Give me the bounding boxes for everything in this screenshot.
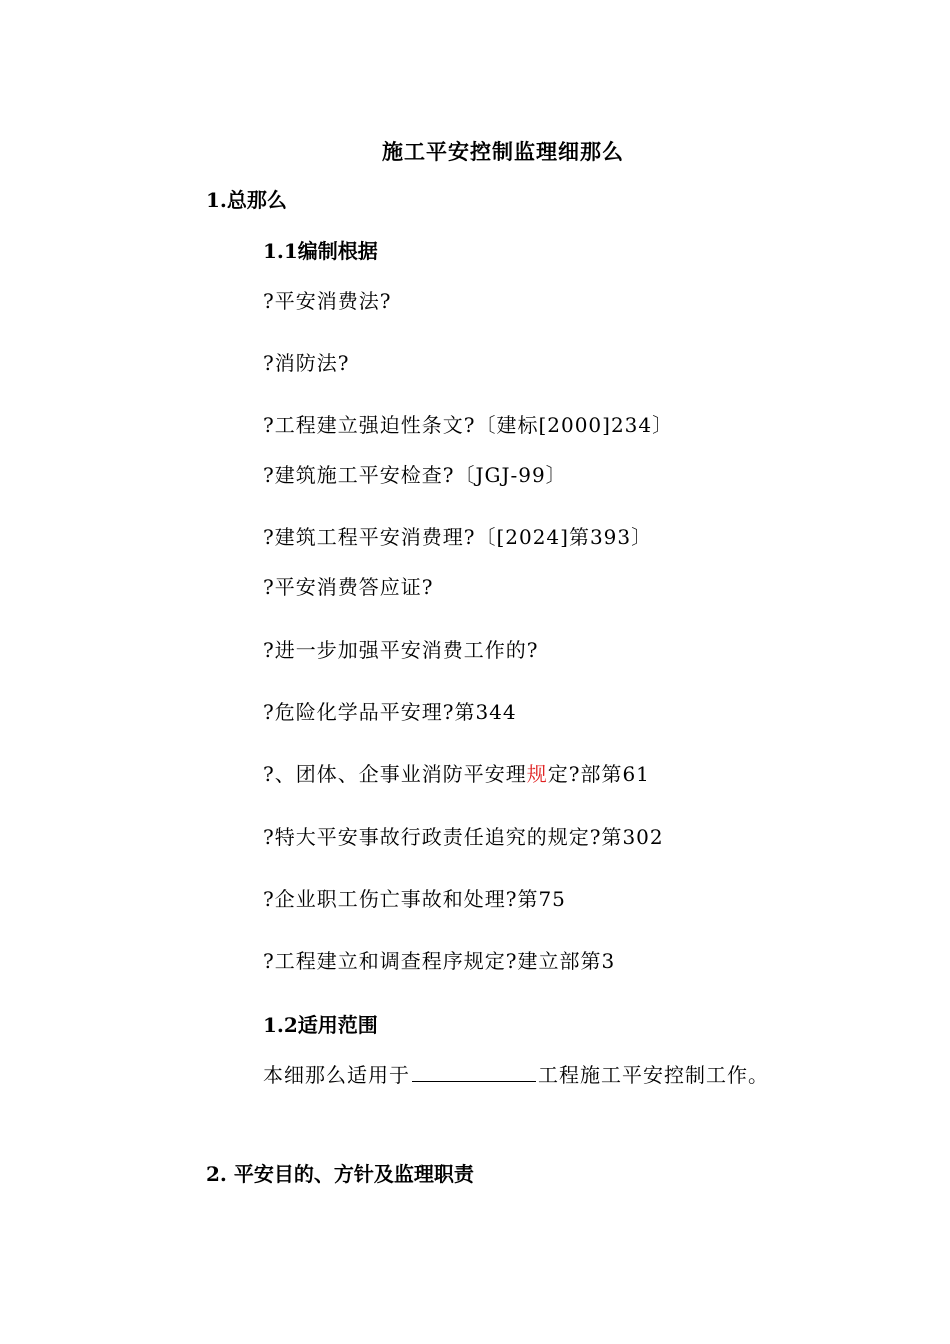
basis-item: ?工程建立强迫性条文?〔建标[2000]234〕 <box>263 413 674 437</box>
basis-item: ?平安消费法? <box>263 289 392 313</box>
basis-item: ?平安消费答应证? <box>263 575 434 599</box>
fill-in-blank <box>412 1061 536 1082</box>
section-1-2-heading: 1.2适用范围 <box>263 1013 378 1037</box>
basis-item: ?建筑工程平安消费理?〔[2024]第393〕 <box>263 525 653 549</box>
section-1-heading: 1.总那么 <box>206 188 287 212</box>
highlighted-char: 规 <box>526 762 548 786</box>
basis-item: ?建筑施工平安检查?〔JGJ-99〕 <box>263 463 567 487</box>
basis-item-text: 定?部第61 <box>547 762 650 786</box>
document-title: 施工平安控制监理细那么 <box>382 139 624 164</box>
basis-item: ?工程建立和调查程序规定?建立部第3 <box>263 949 616 973</box>
basis-item: ?危险化学品平安理?第344 <box>263 700 517 724</box>
basis-item: ?特大平安事故行政责任追究的规定?第302 <box>263 825 664 849</box>
basis-item: ?企业职工伤亡事故和处理?第75 <box>263 887 566 911</box>
scope-text-before: 本细那么适用于 <box>263 1063 410 1087</box>
scope-paragraph <box>263 1061 769 1089</box>
section-2-heading: 2. 平安目的、方针及监理职责 <box>206 1162 474 1186</box>
basis-item <box>263 760 650 788</box>
scope-text-after: 工程施工平安控制工作。 <box>538 1063 769 1087</box>
basis-item: ?进一步加强平安消费工作的? <box>263 638 539 662</box>
section-1-1-heading: 1.1编制根据 <box>263 239 378 263</box>
basis-item: ?消防法? <box>263 351 350 375</box>
basis-item-text: ?、团体、企事业消防平安理 <box>263 762 527 786</box>
